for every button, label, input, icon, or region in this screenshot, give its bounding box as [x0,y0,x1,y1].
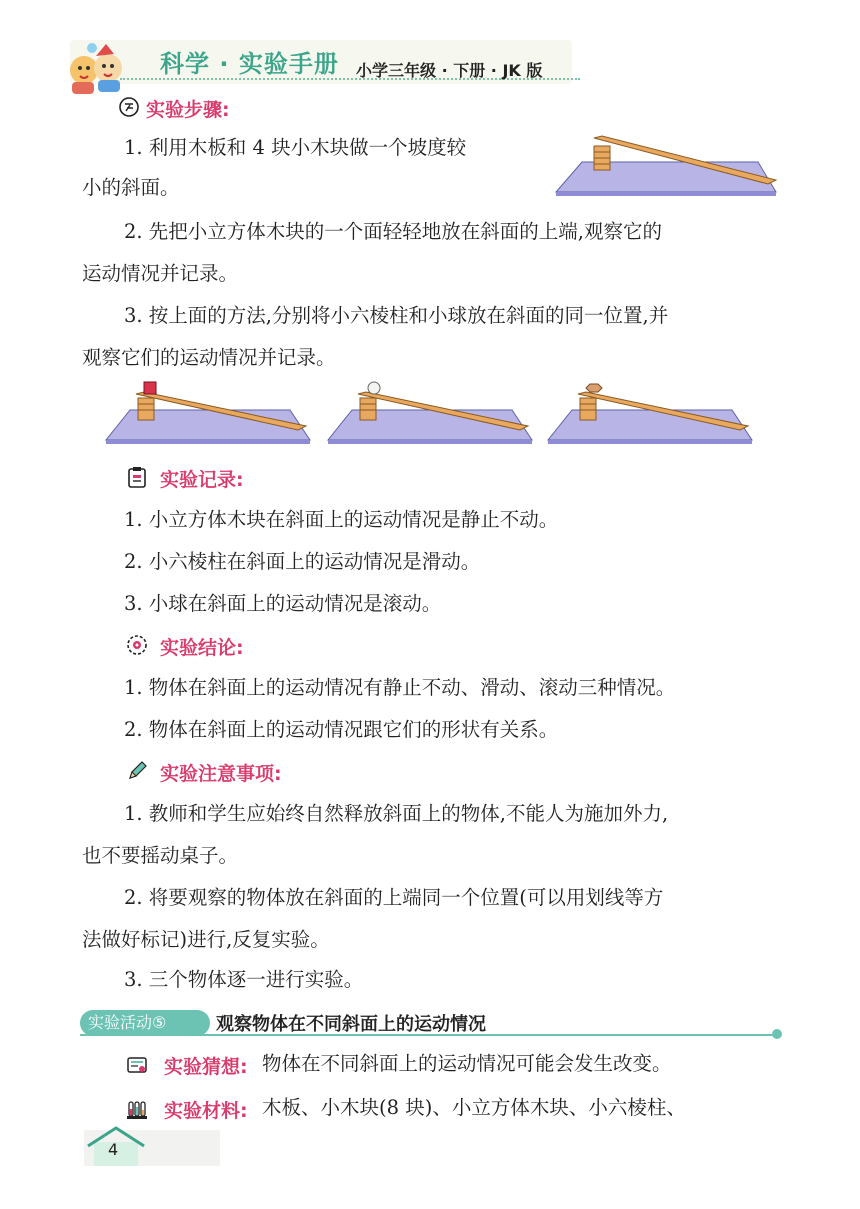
notes-item-2-line-2: 法做好标记)进行,反复实验。 [82,928,330,951]
book-subtitle: 小学三年级 · 下册 · JK 版 [356,61,543,80]
pencil-icon [126,760,148,782]
step-3-line-1: 3. 按上面的方法,分别将小六棱柱和小球放在斜面的同一位置,并 [124,304,669,327]
book-title: 科学 · 实验手册 [160,50,339,78]
step-1-line-1: 1. 利用木板和 4 块小木块做一个坡度较 [124,136,467,159]
conclusion-heading: 实验结论: [160,637,244,659]
notes-heading: 实验注意事项: [160,763,282,785]
card-icon [126,1054,148,1076]
conclusion-item-2: 2. 物体在斜面上的运动情况跟它们的形状有关系。 [124,718,559,741]
notes-item-2-line-1: 2. 将要观察的物体放在斜面的上端同一个位置(可以用划线等方 [124,886,664,909]
step-1-line-2: 小的斜面。 [82,176,180,199]
record-item-1: 1. 小立方体木块在斜面上的运动情况是静止不动。 [124,508,559,531]
incline-cube-illustration [104,380,314,446]
materials-text: 木板、小木块(8 块)、小立方体木块、小六棱柱、 [262,1096,686,1119]
notes-item-1-line-1: 1. 教师和学生应始终自然释放斜面上的物体,不能人为施加外力, [124,802,669,825]
activity-title: 观察物体在不同斜面上的运动情况 [216,1014,486,1035]
page-number: 4 [108,1140,119,1159]
steps-heading: 实验步骤: [146,99,230,121]
activity-divider-dot [772,1029,782,1039]
incline-illustration [554,132,780,198]
clipboard-icon [126,466,148,488]
incline-prism-illustration [546,380,756,446]
incline-ball-illustration [326,380,536,446]
record-heading: 实验记录: [160,469,244,491]
guess-text: 物体在不同斜面上的运动情况可能会发生改变。 [262,1052,672,1075]
head-gear-icon [126,634,148,656]
activity-label: 实验活动⑤ [80,1010,210,1036]
conclusion-item-1: 1. 物体在斜面上的运动情况有静止不动、滑动、滚动三种情况。 [124,676,676,699]
step-2-line-2: 运动情况并记录。 [82,262,239,285]
guess-heading: 实验猜想: [164,1056,248,1078]
materials-heading: 实验材料: [164,1100,248,1122]
test-tubes-icon [126,1098,148,1120]
record-item-2: 2. 小六棱柱在斜面上的运动情况是滑动。 [124,550,481,573]
step-2-line-1: 2. 先把小立方体木块的一个面轻轻地放在斜面的上端,观察它的 [124,220,663,243]
step-3-line-2: 观察它们的运动情况并记录。 [82,346,336,369]
record-item-3: 3. 小球在斜面上的运动情况是滚动。 [124,592,442,615]
steps-icon [118,96,140,118]
notes-item-3: 3. 三个物体逐一进行实验。 [124,968,364,991]
notes-item-1-line-2: 也不要摇动桌子。 [82,844,239,867]
mascot-illustration [66,40,130,96]
